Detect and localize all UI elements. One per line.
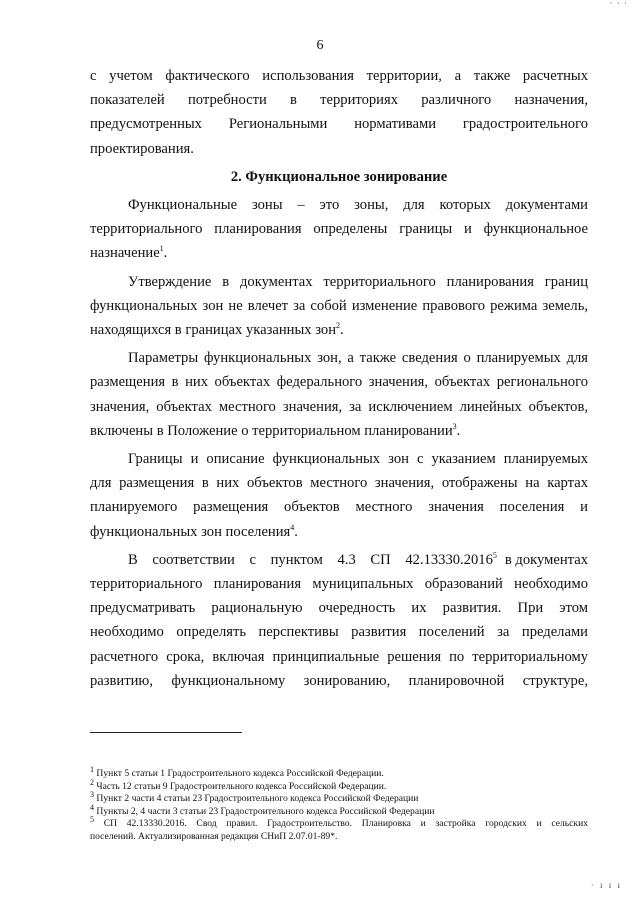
footnote [90,764,588,781]
footnote-number: 4 [90,802,94,812]
line-text: включены в Положение о территориальном планировании [90,422,453,439]
line-tail: . [294,523,298,540]
line-tail: . [340,322,344,339]
footnote-text: Пункты 2, 4 части 3 статьи 23 Градостроительного кодекса Российской Федерации [96,805,435,817]
corner-mark-bottom: · ı ı ı [590,880,622,890]
text-line [90,520,588,544]
line-text-before: В соответствии с пунктом 4.3 СП 42.13330.2016 [128,551,493,568]
footnote-ref: 5 [492,551,497,560]
text-line: планируемого размещения объектов местного значения поселения и [90,499,588,516]
footnote-continuation: поселений. Актуализированная редакция СНиП 2.07.01-89*. [90,830,338,842]
footnote-number: 5 [90,815,94,825]
footnote [90,815,588,831]
text-line: Параметры функциональных зон, а также сведения о планируемых для [128,350,588,367]
section-heading: 2. Функциональное зонирование [230,168,448,185]
text-line: функциональных зон не влечет за собой изменение правового режима земель, [90,297,588,314]
text-line: Функциональные зоны – это зоны, для которых документами [128,197,588,214]
line-tail: . [163,245,168,262]
footnote [90,790,588,806]
footnote-separator [90,732,242,733]
text-line: с учетом фактического использования территории, а также расчетных [90,68,588,84]
footnote-ref: 4 [290,522,295,532]
text-line: территориального планирования определены границы и функциональное [90,221,588,238]
footnote-number: 2 [90,777,94,787]
line-text-after: в документах [504,551,588,568]
text-line: для размещения в них объектов местного значения, отображены на картах [90,475,588,492]
footnote [90,802,588,819]
paragraph-5 [90,548,588,693]
text-line: значения, объектах местного значения, за исключением линейных объектов, [90,398,588,415]
footnote-text: Пункт 5 статьи 1 Градостроительного кодекса Российской Федерации. [96,768,384,779]
text-line: территориального планирования муниципальных образований необходимо [90,576,588,593]
footnote-ref: 2 [336,321,340,331]
text-line: необходимо определять перспективы развития поселений за пределами [90,624,588,641]
text-line: развитию, функциональному зонированию, планировочной структуре, [90,672,588,689]
page-number: 6 [316,38,324,53]
text-line [90,419,588,443]
text-line: предусмотренных Региональными нормативами градостроительного [90,116,588,133]
paragraph-4 [90,447,588,544]
text-line: показателей потребности в территориях различного назначения, [90,92,588,109]
text-line [90,548,588,572]
footnote-number: 1 [90,764,94,774]
line-text [128,548,497,572]
text-line: размещения в них объектах федерального значения, объектах регионального [90,374,588,391]
paragraph-1 [90,193,588,266]
footnote-ref: 1 [159,244,164,254]
paragraph-2 [90,270,588,343]
text-line: предусматривать рациональную очередность их развития. При этом [90,600,588,617]
line-text: находящихся в границах указанных зон [90,322,336,339]
footnotes [90,764,588,844]
corner-mark-top: · · · [609,0,628,8]
footnote-text: СП 42.13330.2016. Свод правил. Градостроительство. Планировка и застройка городских и сельских [103,818,588,830]
text-line: Границы и описание функциональных зон с указанием планируемых [128,451,588,468]
text-line [90,241,588,265]
footnote [90,777,588,794]
line-text: функциональных зон поселения [90,523,291,540]
text-line: проектирования. [90,140,194,157]
footnote-text: Пункт 2 части 4 статьи 23 Градостроительного кодекса Российской Федерации [96,793,419,805]
text-line: расчетного срока, включая принципиальные решения по территориальному [90,648,588,665]
paragraph-3 [90,346,588,443]
text-line: Утверждение в документах территориального планирования границ [128,273,588,290]
line-text: назначение [90,245,160,262]
text-line [90,318,588,342]
paragraph-intro [90,64,588,161]
main-text [90,64,588,697]
line-tail: . [456,422,461,439]
footnote-text: Часть 12 статьи 9 Градостроительного кодекса Российской Федерации. [96,780,387,792]
footnote-number: 3 [90,790,94,799]
footnote-ref: 3 [452,421,457,431]
